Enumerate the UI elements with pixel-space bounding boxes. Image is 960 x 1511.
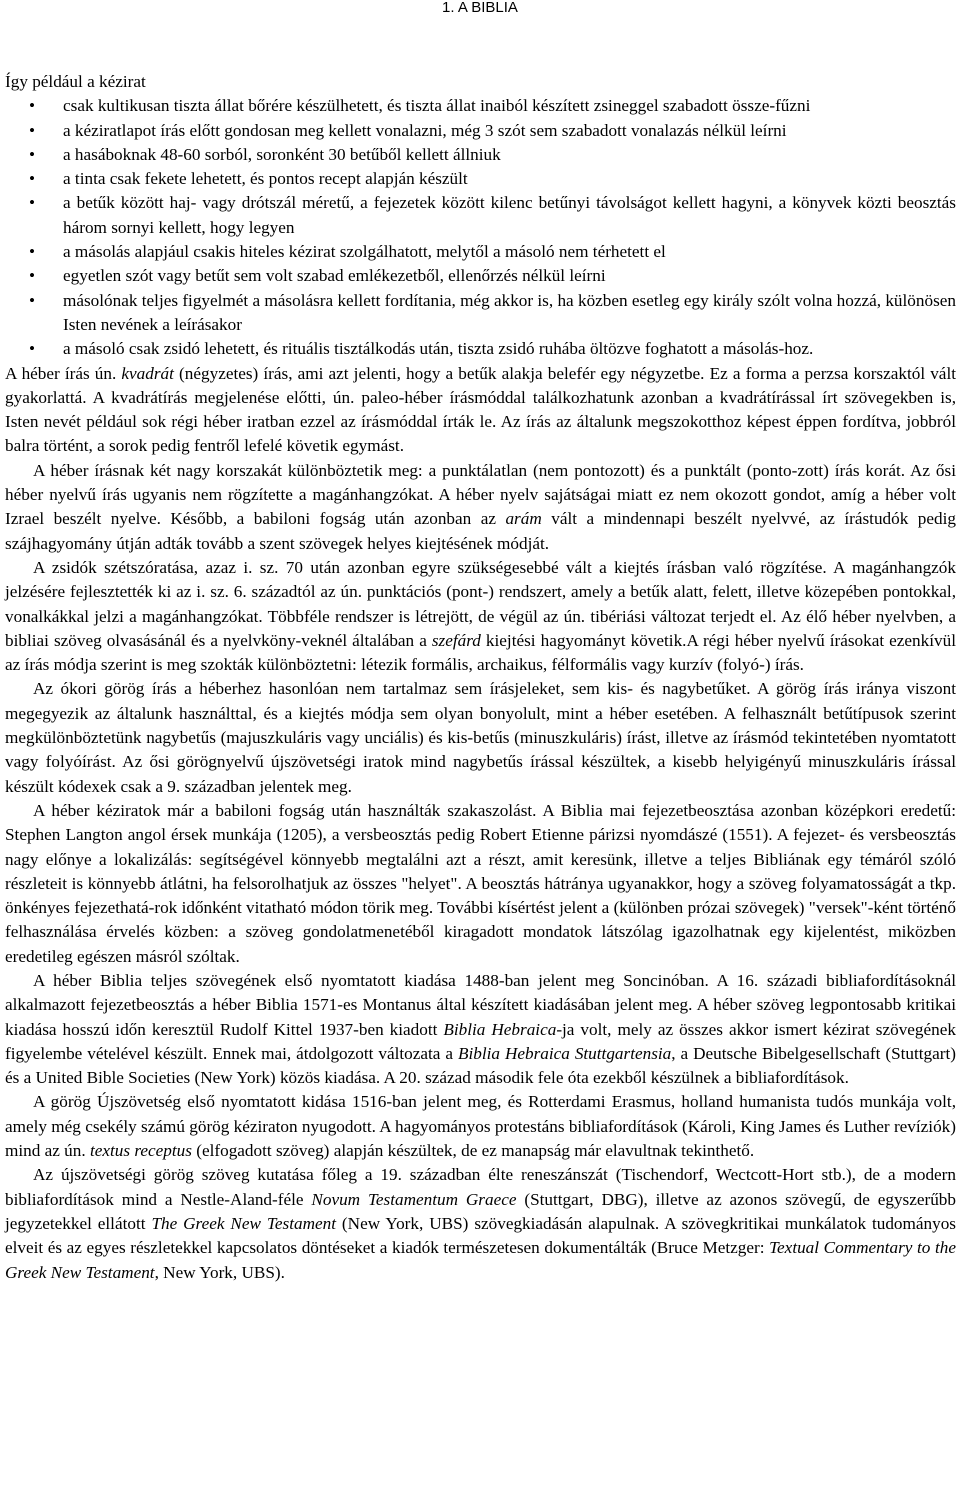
text-run: Az újszövetségi görög szöveg kutatása főleg a 19. században élte reneszánszát (Tischendorf, Wectcott-Hort stb.), de a modern bibliafordítások mind a Nestle-Aland-féle	[5, 1165, 956, 1209]
paragraph-greek-script: Az ókori görög írás a héberhez hasonlóan nem tartalmaz sem írásjeleket, sem kis- és nagybetűket. A görög írás iránya viszont megegyezik az általunk használttal, és a kiejtés módja sem olyan bonyolult, mint a héber esetében. A felhasznált betűtípusok szerint megkülönböztetünk nagybetűs (majuszkuláris vagy unciális) és kis-betűs (minuszkuláris) írást, illetve az írásmód tekintetében nyomtatott vagy folyóírást. Az ősi görögnyelvű újszövetségi iratok mind nagybetűs írással készültek, a kisebb helyigényű minuszkuláris írással készült kódexek csak a 9. században jelentek meg.	[5, 679, 956, 796]
italic-title: Biblia Hebraica Stuttgartensia	[457, 1043, 672, 1063]
list-item-text: • a kéziratlapot írás előtt gondosan meg kellett vonalazni, még 3 szót sem szabadott vonalazás nélkül leírni	[63, 120, 787, 140]
italic-term: textus receptus	[89, 1141, 192, 1161]
text-run: A héber írásnak két nagy korszakát különböztetik meg: a punktálatlan (nem pontozott) és a punktált (ponto-zott) írás korát. Az ősi héber nyelvű írás ugyanis nem rögzítette a magánhangzókat. A héber nyelv sajátságai miatt ez nem okozott gondot, amíg a héber volt Izrael beszélt nyelve. Később, a babiloni fogság után azonban az	[5, 460, 956, 529]
paragraph-hebrew-script	[5, 362, 956, 459]
text-run: -ja volt, mely az összes akkor ismert kézirat szövegének figyelembe vételével készült. Ennek mai, átdolgozott változata a	[5, 1019, 956, 1063]
text-run: A héber írás ún.	[5, 363, 122, 383]
list-item	[5, 264, 956, 288]
text-run: , New York, UBS).	[154, 1262, 285, 1282]
list-item	[5, 289, 956, 338]
italic-term: kvadrát	[121, 363, 174, 383]
list-item	[5, 191, 956, 240]
italic-title: Novum Testamentum Graece	[311, 1189, 517, 1209]
text-run: , a Deutsche Bibelgesellschaft (Stuttgart) és a United Bible Societies (New York) közös kiadása. A 20. század második fele óta ezekből készülnek a bibliafordítások.	[5, 1043, 956, 1088]
text-run: (New York, UBS) szövegkiadásán alapulnak. A szövegkritikai munkálatok tudományos elveit és az egyes részletekkel kapcsolatos döntéseket a kiadók természetesen dokumentálták (Bruce Metzger:	[5, 1213, 956, 1258]
text-run: (Stuttgart, DBG), illetve az azonos szövegű, de egyszerűbb jegyzetekkel ellátott	[5, 1189, 956, 1233]
italic-term: szefárd	[431, 630, 481, 650]
intro-line: Így például a kézirat	[5, 72, 146, 91]
paragraph-hebrew-periods	[5, 459, 956, 556]
paragraph-hebrew-editions	[5, 969, 956, 1090]
paragraph-chapter-division: A héber kéziratok már a babiloni fogság után használták szakaszolást. A Biblia mai fejezetbeosztása azonban középkori eredetű: Stephen Langton angol érsek munkája (1205), a versbeosztás pedig Robert Etienne párizsi nyomdászé (1551). A fejezet- és versbeosztás nagy előnye a lokalizálás: segítségével könnyebb megtalálni azt a részt, amit keresünk, illetve a teljes Bibliának egy témáról szóló részleteit is könnyebb átlátni, ha felsorolhatjuk az összes "helyet". A beosztás hátránya ugyanakkor, hogy a szöveg folyamatosságát a tkp. önkényes fejezethatá-rok időnként vitatható módon törik meg. További kísértést jelent a (különben prózai szövegek) "versek"-ként történő felhasználása érvelés közben: a szöveg gondolatmenetéből kiragadott mondatok látszólag igazolhatnak egy kijelentést, miközben eredetileg egészen másról szóltak.	[5, 800, 956, 966]
list-item	[5, 143, 956, 167]
list-item	[5, 337, 956, 361]
list-item-text: • a másoló csak zsidó lehetett, és rituális tisztálkodás után, tiszta zsidó ruhába öltözve foghatott a másolás-hoz.	[63, 339, 814, 359]
text-run: A héber Biblia teljes szövegének első nyomtatott kiadása 1488-ban jelent meg Soncinóban. A 16. századi bibliafordításoknál alkalmazott fejezetbeosztás a héber Biblia 1571-es Montanus által készített kiadásában jelent meg. A héber szöveg legpontosabb kritikai kiadása hosszú időn keresztül Rudolf Kittel 1937-ben kiadott	[5, 970, 956, 1039]
paragraph-greek-nt-first-print	[5, 1090, 956, 1163]
text-run: vált a mindennapi beszélt nyelvvé, az írástudók pedig szájhagyomány útján adták tovább a szent szövegek helyes kiejtésének módját.	[5, 509, 956, 553]
italic-title: The Greek New Testament	[151, 1213, 336, 1233]
text-run: kiejtési hagyományt követik.A régi héber nyelvű írásokat ezenkívül az írás módja szerint is meg szokták különböztetni: létezik formális, archaikus, félformális vagy kurzív (folyó-) írás.	[5, 630, 956, 675]
text-run: (négyzetes) írás, ami azt jelenti, hogy a betűk alakja belefér egy négyzetbe. Ez a forma a perzsa korszaktól vált gyakorlattá. A kvadrátírás megjelenése előtti, ún. paleo-héber írásmóddal találkozhatunk azonban a kvadrátírással írt szövegekben is, Isten nevét például sok régi héber iratban ezzel az írásmóddal írták le. Az írás az általunk megszokotthoz képest éppen fordítva, jobbról balra történt, a sorok pedig fentről lefelé követik egymást.	[5, 363, 956, 456]
list-item-text: • egyetlen szót vagy betűt sem volt szabad emlékezetből, ellenőrzés nélkül leírni	[63, 266, 606, 286]
list-item-text: • a hasáboknak 48-60 sorból, soronként 30 betűből kellett állniuk	[63, 144, 501, 164]
running-head: 1. A BIBLIA	[442, 0, 518, 16]
italic-term: arám	[505, 509, 542, 529]
list-item	[5, 167, 956, 191]
list-item-text: • a betűk között haj- vagy drótszál méretű, a fejezetek között kilenc betűnyi távolságot kellett hagyni, a könyvek közti beosztás három sornyi kellett, hogy legyen	[63, 193, 956, 237]
italic-title: Textual Commentary to the Greek New Testament	[5, 1238, 956, 1282]
paragraph-greek-nt-research	[5, 1163, 956, 1284]
list-item-text: • a másolás alapjául csakis hiteles kézirat szolgálhatott, melytől a másoló nem térhetett el	[63, 242, 666, 262]
text-run: A görög Újszövetség első nyomtatott kidása 1516-ban jelent meg, és Rotterdami Erasmus, holland humanista tudós munkája volt, amely még csekély számú görög kéziraton nyugodott. A hagyományos protestáns bibliafordítások (Károli, King James és Luther revíziók) mind az ún.	[5, 1092, 956, 1161]
paragraph-vowel-points	[5, 556, 956, 677]
list-item-text: • másolónak teljes figyelmét a másolásra kellett fordítania, még akkor is, ha közben esetleg egy király szólt volna hozzá, különösen Isten nevének a leírásakor	[63, 290, 956, 334]
bullet-list	[5, 94, 956, 361]
list-item	[5, 240, 956, 264]
list-item-text: • a tinta csak fekete lehetett, és pontos recept alapján készült	[63, 169, 468, 189]
italic-title: Biblia Hebraica	[443, 1019, 557, 1039]
list-item	[5, 94, 956, 118]
text-run: A zsidók szétszóratása, azaz i. sz. 70 után azonban egyre szükségesebbé vált a kiejtés írásban való rögzítése. A magánhangzók jelzésére fejlesztették ki az i. sz. 6. századtól az ún. punktációs (pont-) rendszert, amely a betűk alatt, felett, illetve közepében pontokkal, vonalkákkal jelzi a magánhangzókat. Többféle rendszer is létrejött, de végül az ún. tibériási változat terjedt el. Az élő héber nyelvben, a bibliai szöveg olvasásánál és a nyelvköny-veknél általában a	[5, 557, 956, 650]
list-item	[5, 119, 956, 143]
body-text	[5, 70, 956, 1285]
list-item-text: • csak kultikusan tiszta állat bőrére készülhetett, és tiszta állat inaiból készített zsineggel szabadott össze-fűzni	[63, 96, 811, 116]
text-run: (elfogadott szöveg) alapján készültek, de ez manapság már elavultnak tekinthető.	[191, 1141, 755, 1161]
